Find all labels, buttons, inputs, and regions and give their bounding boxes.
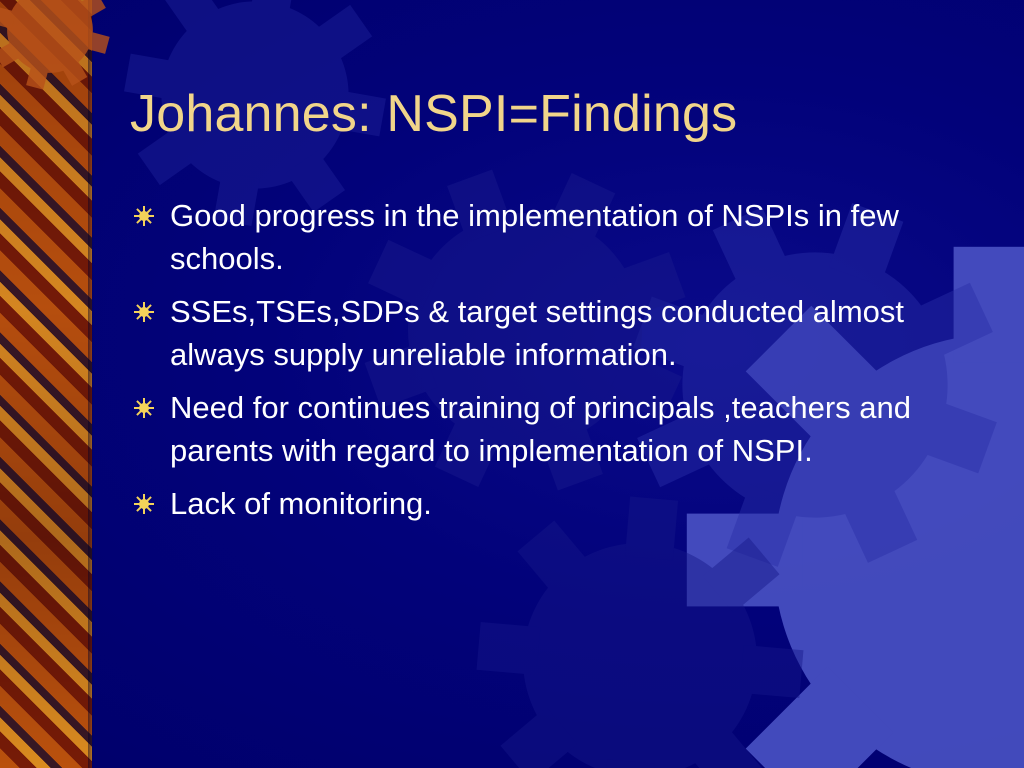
list-item <box>134 386 944 472</box>
list-item <box>134 290 944 376</box>
gear-icon <box>0 0 123 103</box>
list-item-text: Need for continues training of principals ,teachers and parents with regard to implementation of NSPI. <box>170 390 911 468</box>
sunburst-bullet-icon <box>134 398 154 418</box>
list-item-text: Good progress in the implementation of NSPIs in few schools. <box>170 198 899 276</box>
list-item <box>134 482 944 525</box>
sunburst-bullet-icon <box>134 206 154 226</box>
list-item <box>134 194 944 280</box>
slide-title: Johannes: NSPI=Findings <box>130 85 738 143</box>
list-item-text: Lack of monitoring. <box>170 486 432 521</box>
list-item-text: SSEs,TSEs,SDPs & target settings conducted almost always supply unreliable information. <box>170 294 904 372</box>
sunburst-bullet-icon <box>134 494 154 514</box>
bullet-list <box>134 194 944 535</box>
sunburst-bullet-icon <box>134 302 154 322</box>
